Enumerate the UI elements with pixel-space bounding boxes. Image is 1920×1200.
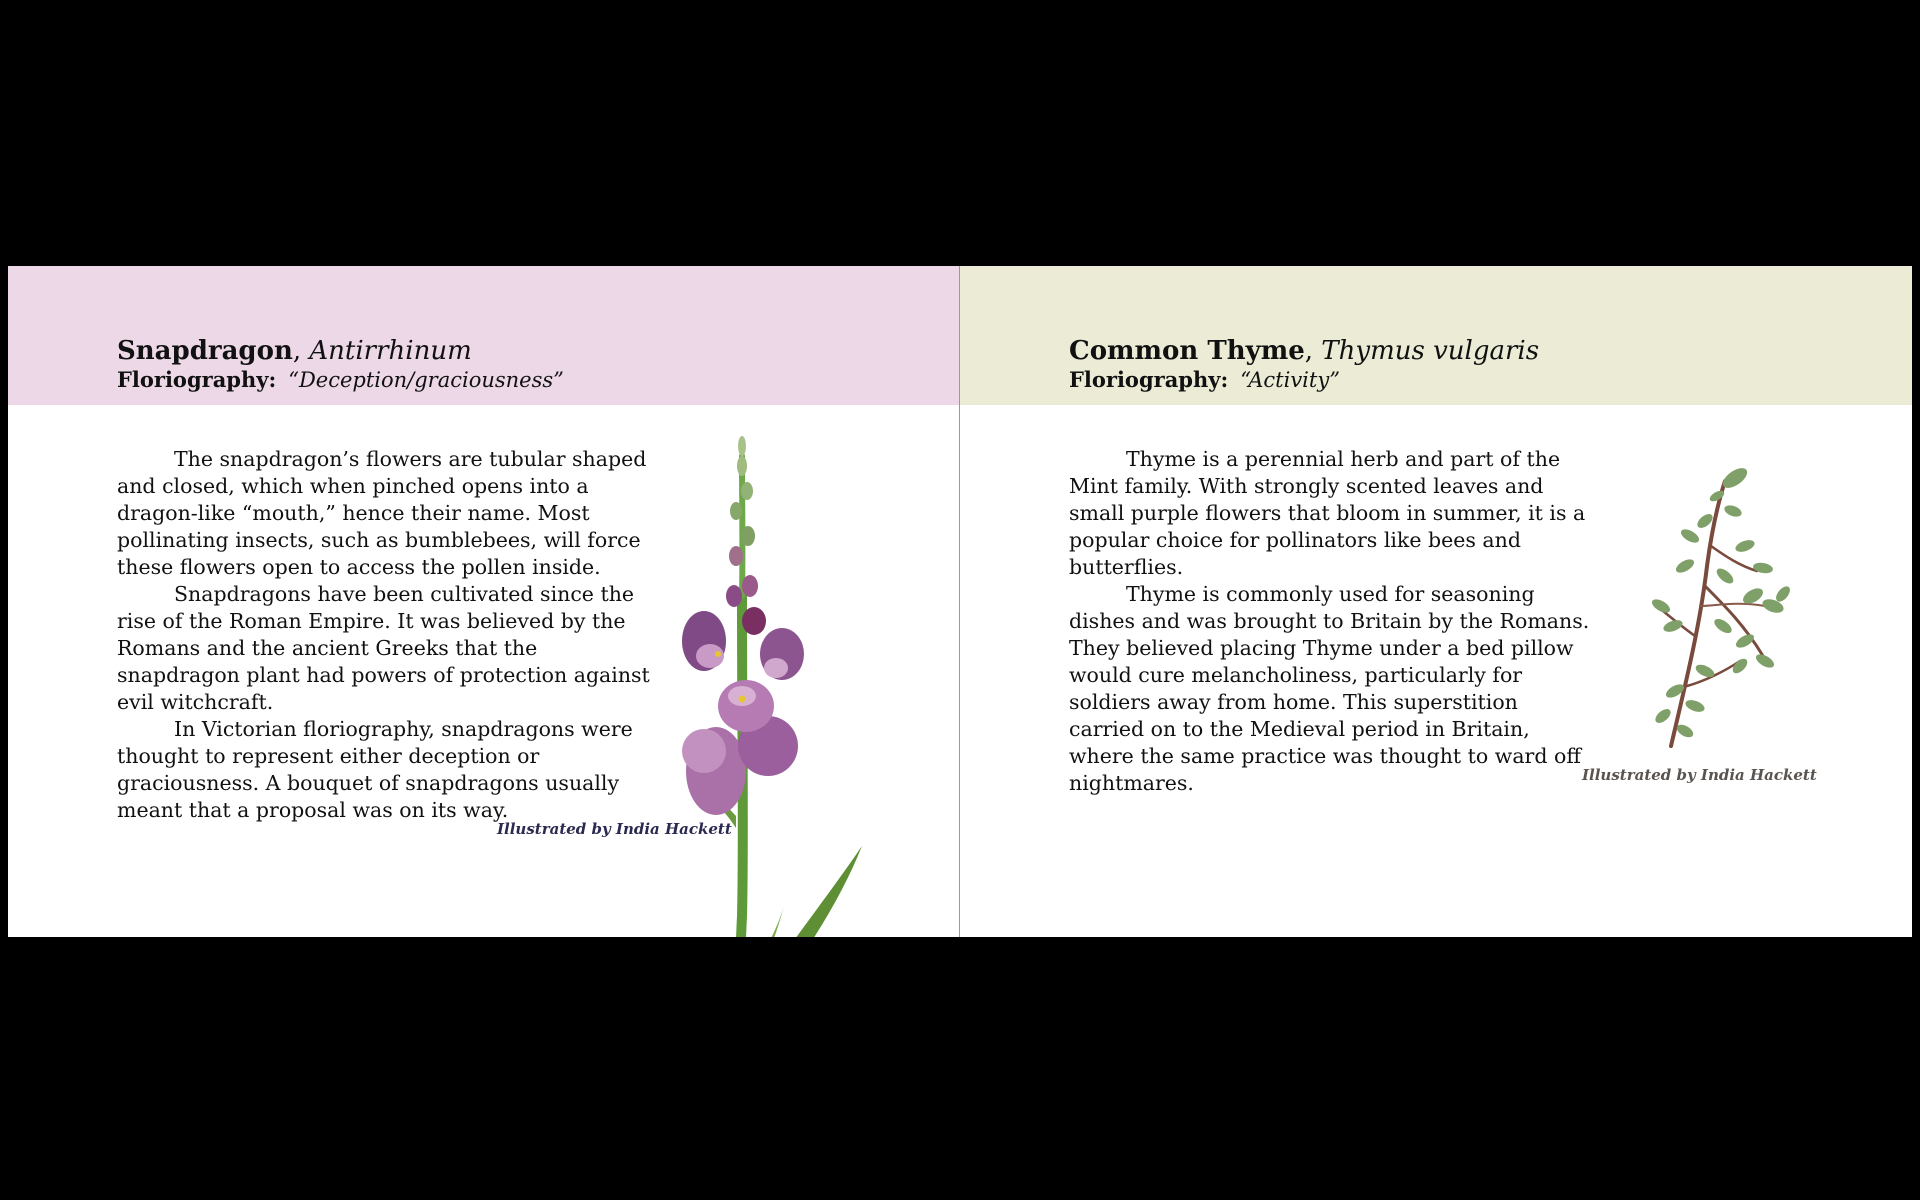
- paragraph: Thyme is a perennial herb and part of the Mint family. With strongly scented leaves and small purple flowers that bloom in summer, it is a popular choice for pollinators like bees and butterflies.: [1069, 447, 1586, 579]
- paragraph: Snapdragons have been cultivated since the rise of the Roman Empire. It was believed by the Romans and the ancient Greeks that the snapdragon plant had powers of protection against evil witchcraft.: [117, 582, 650, 714]
- common-name: Snapdragon: [117, 336, 293, 366]
- latin-name: Antirrhinum: [309, 336, 472, 366]
- floriography-value: “Activity”: [1240, 368, 1340, 392]
- body-text: [1069, 446, 1599, 797]
- paragraph: The snapdragon’s flowers are tubular shaped and closed, which when pinched opens into a dragon-like “mouth,” hence their name. Most pollinating insects, such as bumblebees, will force these flowers open to access the pollen inside.: [117, 447, 647, 579]
- floriography-value: “Deception/graciousness”: [288, 368, 564, 392]
- paragraph: Thyme is commonly used for seasoning dishes and was brought to Britain by the Romans. They believed placing Thyme under a bed pillow would cure melancholiness, particularly for soldiers away from home. This superstition carried on to the Medieval period in Britain, where the same practice was thought to ward off nightmares.: [1069, 582, 1590, 795]
- plant-title: [117, 336, 472, 366]
- body-text: [117, 446, 657, 824]
- page-snapdragon: [8, 266, 960, 937]
- title-separator: ,: [1304, 336, 1322, 366]
- thyme-illustration: [1645, 456, 1795, 756]
- common-name: Common Thyme: [1069, 336, 1305, 366]
- book-spread: [8, 266, 1912, 937]
- illustration-credit: Illustrated by India Hackett: [497, 820, 732, 838]
- latin-name: Thymus vulgaris: [1321, 336, 1540, 366]
- page-common-thyme: [960, 266, 1912, 937]
- floriography-label: Floriography:: [1069, 367, 1229, 392]
- title-separator: ,: [292, 336, 310, 366]
- plant-title: [1069, 336, 1539, 366]
- floriography-line: [1069, 367, 1340, 392]
- snapdragon-illustration: [618, 416, 868, 937]
- paragraph: In Victorian floriography, snapdragons were thought to represent either deception or graciousness. A bouquet of snapdragons usually meant that a proposal was on its way.: [117, 717, 633, 822]
- floriography-label: Floriography:: [117, 367, 277, 392]
- floriography-line: [117, 367, 564, 392]
- illustration-credit: Illustrated by India Hackett: [1582, 766, 1817, 784]
